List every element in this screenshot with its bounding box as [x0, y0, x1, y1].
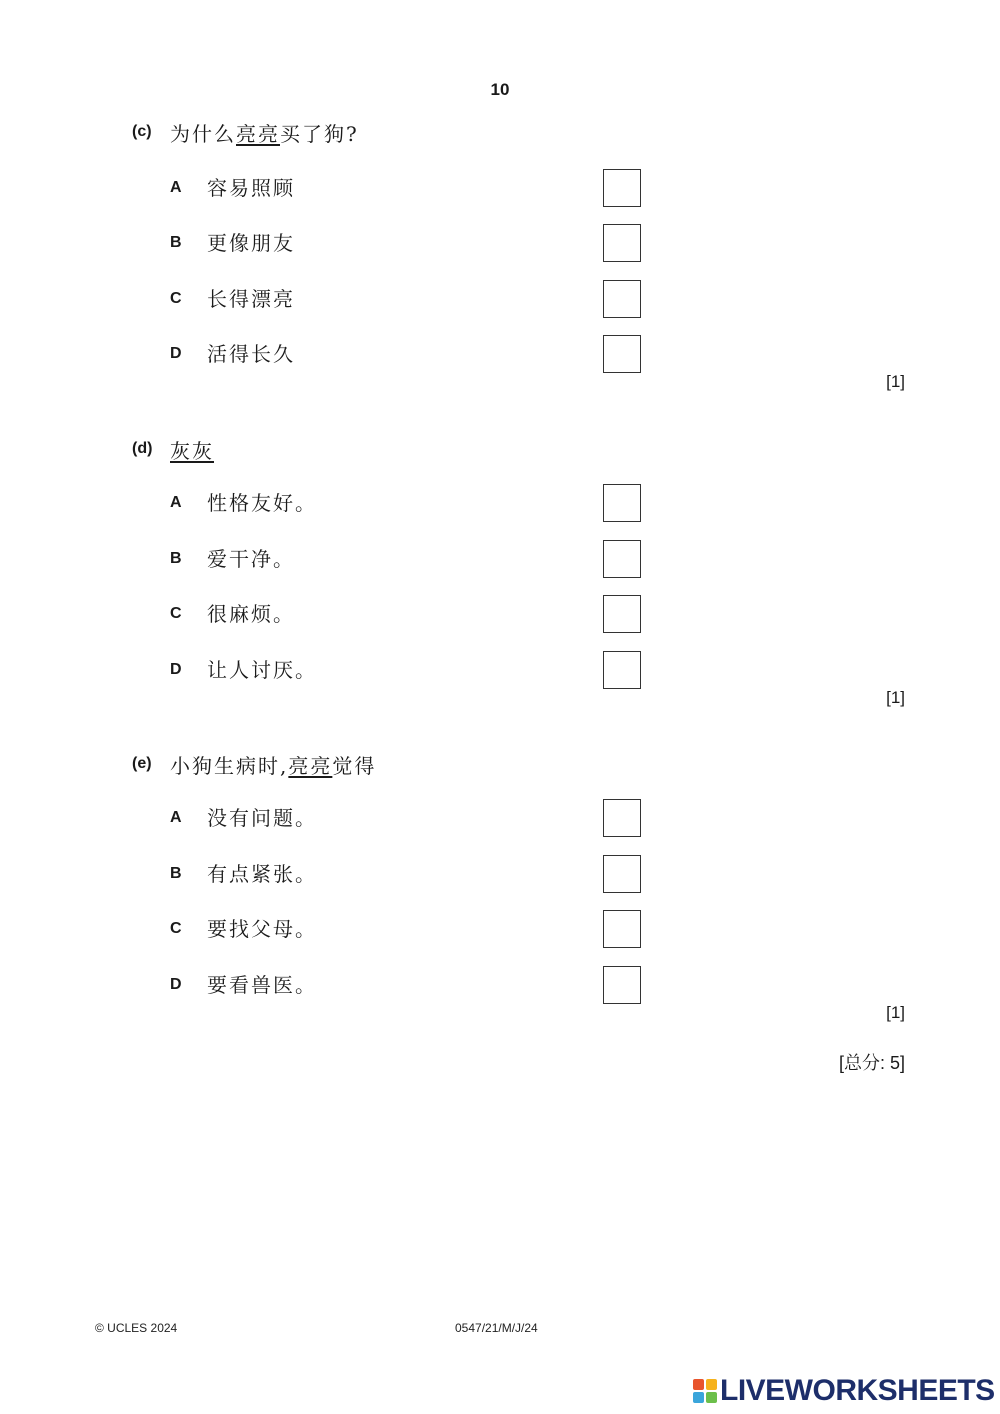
answer-checkbox[interactable] — [603, 280, 641, 318]
option-a — [0, 484, 1000, 522]
option-text: 容易照顾 — [207, 176, 295, 200]
question-label: (d) — [132, 440, 153, 457]
option-letter: B — [170, 865, 182, 882]
option-text: 让人讨厌。 — [207, 658, 317, 682]
brand-name: LIVEWORKSHEETS — [720, 1374, 995, 1407]
page-number: 10 — [490, 80, 510, 99]
marks-label: [1] — [886, 372, 905, 391]
option-letter: A — [170, 494, 182, 511]
option-d — [0, 651, 1000, 689]
option-letter: A — [170, 179, 182, 196]
answer-checkbox[interactable] — [603, 169, 641, 207]
answer-checkbox[interactable] — [603, 540, 641, 578]
underlined-name: 亮亮 — [236, 121, 280, 146]
option-text: 活得长久 — [207, 342, 295, 366]
option-letter: A — [170, 809, 182, 826]
option-text: 没有问题。 — [207, 806, 317, 830]
question-header — [132, 117, 359, 147]
liveworksheets-brand — [693, 1374, 995, 1408]
question-header — [132, 434, 214, 464]
option-b — [0, 540, 1000, 578]
option-text: 很麻烦。 — [207, 602, 295, 626]
answer-checkbox[interactable] — [603, 335, 641, 373]
option-b — [0, 855, 1000, 893]
option-text: 长得漂亮 — [207, 287, 295, 311]
option-text: 有点紧张。 — [207, 862, 317, 886]
option-letter: B — [170, 550, 182, 567]
question-text: 小狗生病时,亮亮觉得 — [170, 753, 377, 778]
option-a — [0, 169, 1000, 207]
footer-copyright: © UCLES 2024 — [95, 1321, 178, 1335]
question-header — [132, 749, 376, 779]
answer-checkbox[interactable] — [603, 799, 641, 837]
answer-checkbox[interactable] — [603, 855, 641, 893]
option-text: 要看兽医。 — [207, 973, 317, 997]
option-text: 更像朋友 — [207, 231, 295, 255]
option-letter: D — [170, 661, 182, 678]
answer-checkbox[interactable] — [603, 595, 641, 633]
option-a — [0, 799, 1000, 837]
option-text: 要找父母。 — [207, 917, 317, 941]
option-c — [0, 595, 1000, 633]
question-text: 为什么亮亮买了狗? — [170, 121, 359, 146]
liveworksheets-logo-icon — [693, 1379, 717, 1403]
option-d — [0, 966, 1000, 1004]
option-letter: C — [170, 605, 182, 622]
total-marks: [总分: 5] — [838, 1053, 905, 1073]
option-text: 爱干净。 — [207, 547, 295, 571]
option-c — [0, 280, 1000, 318]
option-letter: D — [170, 976, 182, 993]
answer-checkbox[interactable] — [603, 484, 641, 522]
marks-label: [1] — [886, 688, 905, 707]
answer-checkbox[interactable] — [603, 966, 641, 1004]
answer-checkbox[interactable] — [603, 224, 641, 262]
question-text — [170, 435, 214, 464]
option-text: 性格友好。 — [207, 491, 317, 515]
option-c — [0, 910, 1000, 948]
footer-code: 0547/21/M/J/24 — [455, 1321, 538, 1335]
option-letter: B — [170, 234, 182, 251]
underlined-name: 亮亮 — [288, 753, 333, 778]
question-label: (c) — [132, 123, 152, 140]
option-d — [0, 335, 1000, 373]
question-label: (e) — [132, 755, 152, 772]
marks-label: [1] — [886, 1003, 905, 1022]
option-letter: C — [170, 920, 182, 937]
answer-checkbox[interactable] — [603, 910, 641, 948]
option-letter: C — [170, 290, 182, 307]
underlined-name: 灰灰 — [170, 438, 214, 463]
option-letter: D — [170, 345, 182, 362]
answer-checkbox[interactable] — [603, 651, 641, 689]
option-b — [0, 224, 1000, 262]
